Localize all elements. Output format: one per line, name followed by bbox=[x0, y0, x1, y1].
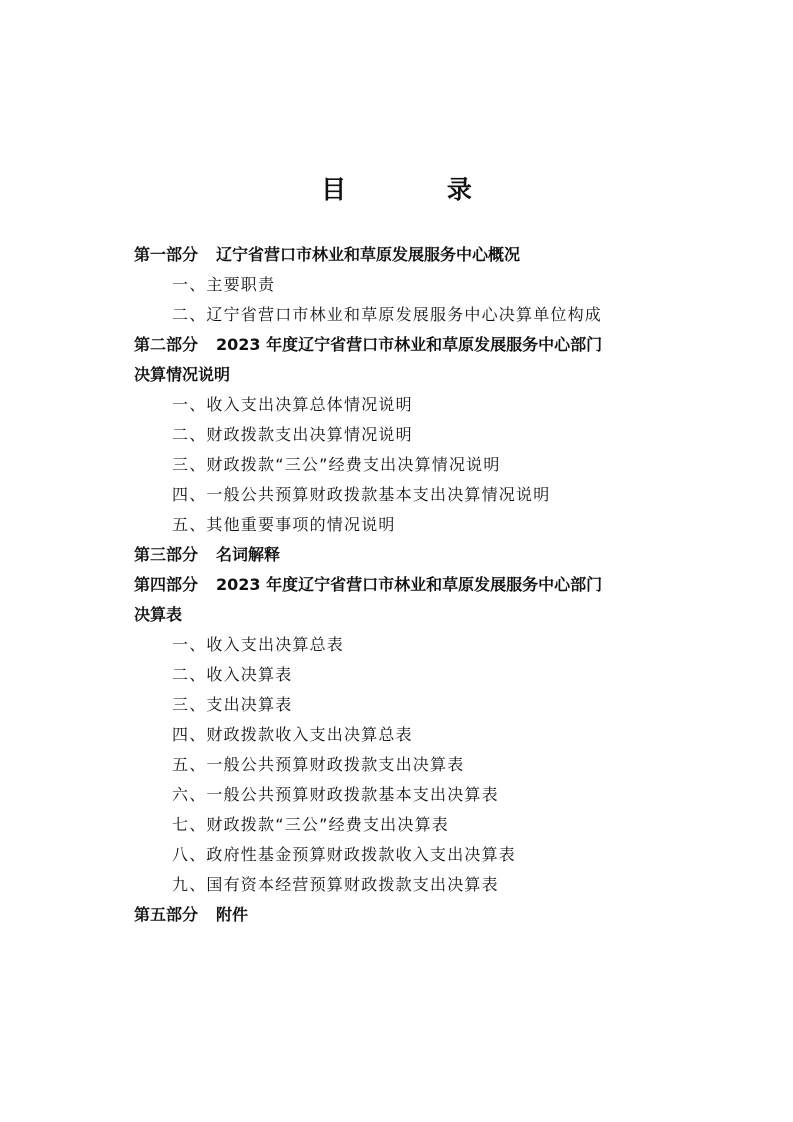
toc-part-4 bbox=[134, 570, 674, 600]
toc-part-4-continuation: 决算表 bbox=[134, 605, 183, 624]
toc-item: 二、收入决算表 bbox=[172, 665, 293, 684]
toc-item: 二、辽宁省营口市林业和草原发展服务中心决算单位构成 bbox=[172, 305, 603, 324]
toc-item: 五、一般公共预算财政拨款支出决算表 bbox=[172, 755, 465, 774]
toc-part-3 bbox=[134, 540, 674, 570]
toc-part-5 bbox=[134, 900, 674, 930]
toc-part-2-continuation: 决算情况说明 bbox=[134, 365, 231, 384]
toc-title: 目 录 bbox=[321, 175, 518, 204]
toc-item: 四、财政拨款收入支出决算总表 bbox=[172, 725, 413, 744]
toc-part-text: 名词解释 bbox=[216, 545, 281, 564]
toc-item: 一、主要职责 bbox=[172, 275, 276, 294]
toc-part-1 bbox=[134, 240, 674, 270]
toc-part-label: 第五部分 bbox=[134, 905, 199, 924]
toc-item: 九、国有资本经营预算财政拨款支出决算表 bbox=[172, 875, 499, 894]
toc-part-label: 第四部分 bbox=[134, 575, 199, 594]
toc-part-text: 2023 年度辽宁省营口市林业和草原发展服务中心部门 bbox=[216, 335, 603, 354]
toc-part-label: 第二部分 bbox=[134, 335, 199, 354]
toc-item: 三、财政拨款“三公”经费支出决算情况说明 bbox=[172, 455, 501, 474]
toc-item: 四、一般公共预算财政拨款基本支出决算情况说明 bbox=[172, 485, 551, 504]
toc-part-label: 第一部分 bbox=[134, 245, 199, 264]
toc-item: 一、收入支出决算总体情况说明 bbox=[172, 395, 413, 414]
toc-part-label: 第三部分 bbox=[134, 545, 199, 564]
toc-item: 五、其他重要事项的情况说明 bbox=[172, 515, 396, 534]
toc-item: 七、财政拨款“三公”经费支出决算表 bbox=[172, 815, 449, 834]
toc-item: 三、支出决算表 bbox=[172, 695, 293, 714]
toc-item: 八、政府性基金预算财政拨款收入支出决算表 bbox=[172, 845, 517, 864]
toc-item: 一、收入支出决算总表 bbox=[172, 635, 345, 654]
toc-list bbox=[134, 240, 674, 930]
toc-part-2 bbox=[134, 330, 674, 360]
toc-part-text: 附件 bbox=[216, 905, 249, 924]
toc-item: 二、财政拨款支出决算情况说明 bbox=[172, 425, 413, 444]
toc-item: 六、一般公共预算财政拨款基本支出决算表 bbox=[172, 785, 499, 804]
toc-part-text: 2023 年度辽宁省营口市林业和草原发展服务中心部门 bbox=[216, 575, 603, 594]
toc-part-text: 辽宁省营口市林业和草原发展服务中心概况 bbox=[216, 245, 521, 264]
